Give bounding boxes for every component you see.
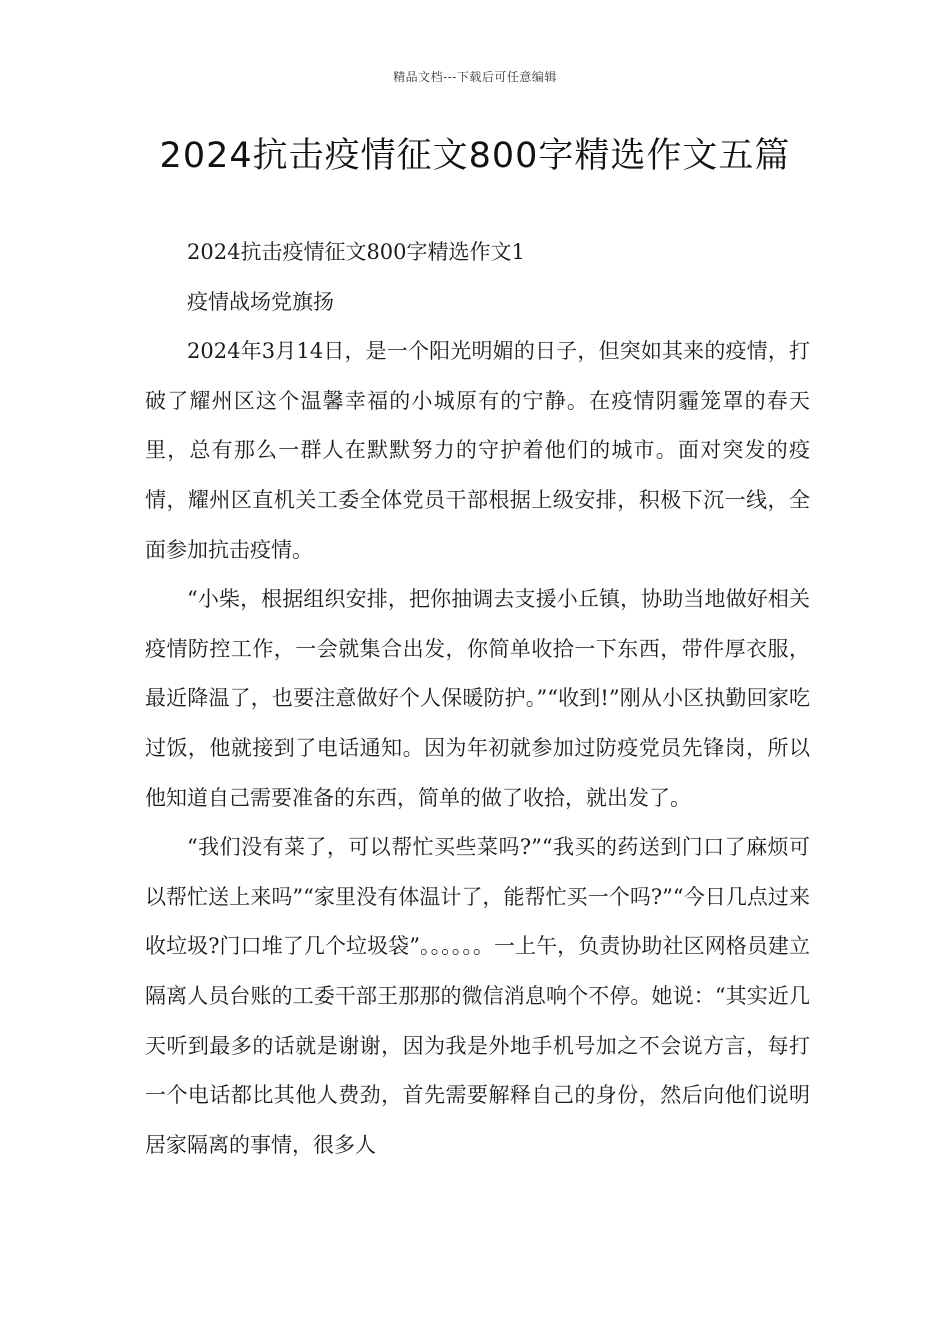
body-paragraph: 2024年3月14日，是一个阳光明媚的日子，但突如其来的疫情，打破了耀州区这个温馨幸福的小城原有的宁静。在疫情阴霾笼罩的春天里，总有那么一群人在默默努力的守护着他们的城市。面对突发的疫情，耀州区直机关工委全体党员干部根据上级安排，积极下沉一线，全面参加抗击疫情。 <box>145 339 810 562</box>
header-note: 精品文档---下载后可任意编辑 <box>393 70 557 84</box>
body-paragraph: “我们没有菜了，可以帮忙买些菜吗?”“我买的药送到门口了麻烦可以帮忙送上来吗”“家里没有体温计了，能帮忙买一个吗?”“今日几点过来收垃圾?门口堆了几个垃圾袋”。。。。。。一上午，负责协助社区网格员建立隔离人员台账的工委干部王那那的微信消息响个不停。她说：“其实近几天听到最多的话就是谢谢，因为我是外地手机号加之不会说方言，每打一个电话都比其他人费劲，首先需要解释自己的身份，然后向他们说明居家隔离的事情，很多人 <box>145 835 810 1157</box>
essay-heading: 2024抗击疫情征文800字精选作文1 <box>187 240 525 264</box>
document-body <box>145 228 810 1170</box>
body-paragraph: “小柴，根据组织安排，把你抽调去支援小丘镇，协助当地做好相关疫情防控工作，一会就集合出发，你简单收拾一下东西，带件厚衣服，最近降温了，也要注意做好个人保暖防护。”“收到!”刚从小区执勤回家吃过饭，他就接到了电话通知。因为年初就参加过防疫党员先锋岗，所以他知道自己需要准备的东西，简单的做了收拾，就出发了。 <box>145 587 810 810</box>
essay-subtitle: 疫情战场党旗扬 <box>187 289 334 314</box>
document-title: 2024抗击疫情征文800字精选作文五篇 <box>159 136 791 176</box>
